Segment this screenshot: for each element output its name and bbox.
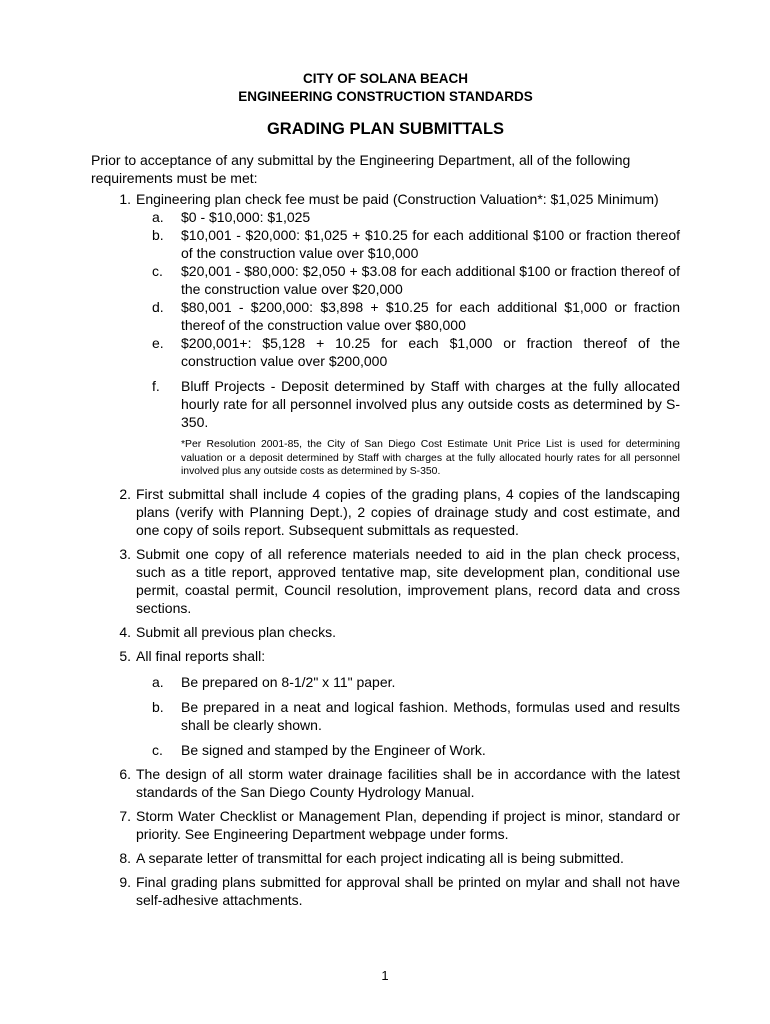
fee-line — [136, 377, 680, 431]
sub-text: Be prepared in a neat and logical fashion. Methods, formulas used and results shall be clearly shown. — [181, 698, 680, 733]
document-header — [91, 70, 680, 106]
item-text: Submit all previous plan checks. — [136, 623, 336, 640]
header-standards: ENGINEERING CONSTRUCTION STANDARDS — [238, 89, 533, 104]
report-line — [136, 673, 680, 691]
item-text: All final reports shall: — [136, 647, 266, 664]
intro-paragraph: Prior to acceptance of any submittal by the Engineering Department, all of the following requirements must be met: — [91, 152, 631, 186]
item-text: Submit one copy of all reference materials needed to aid in the plan check process, such as a title report, approved tentative map, site development plan, conditional use permit, coastal permit, Council resolution, improvement plans, record data and cross sections. — [136, 545, 680, 616]
sub-letter: d. — [152, 299, 164, 315]
item-number: 3. — [119, 545, 131, 562]
requirements-list — [91, 190, 680, 909]
list-item — [91, 807, 680, 843]
header-city: CITY OF SOLANA BEACH — [302, 71, 468, 86]
sub-text: $0 - $10,000: $1,025 — [181, 209, 311, 225]
list-item — [91, 623, 680, 641]
list-item — [91, 765, 680, 801]
fee-line — [136, 208, 680, 226]
list-item — [91, 849, 680, 867]
report-line — [136, 698, 680, 734]
list-item — [91, 647, 680, 759]
item-text: First submittal shall include 4 copies of the grading plans, 4 copies of the landscaping plans (verify with Planning Dept.), 2 copies of drainage study and cost estimate, and one copy of soils report. Subsequent submittals as requested. — [136, 485, 680, 538]
sub-letter: b. — [152, 227, 164, 243]
item-number: 5. — [119, 647, 131, 664]
sub-letter: c. — [152, 263, 163, 279]
item-text: Final grading plans submitted for approval shall be printed on mylar and shall not have self-adhesive attachments. — [136, 873, 680, 908]
item-number: 8. — [119, 849, 131, 866]
sub-letter: b. — [152, 698, 164, 715]
item-number: 9. — [119, 873, 131, 890]
page-number: 1 — [381, 968, 389, 983]
sub-text: $200,001+: $5,128 + 10.25 for each $1,000 or fraction thereof of the construction value over $200,000 — [181, 335, 680, 369]
sub-letter: e. — [152, 335, 164, 351]
sub-text: Be signed and stamped by the Engineer of Work. — [181, 741, 486, 758]
sub-letter: f. — [152, 378, 160, 394]
page-title: GRADING PLAN SUBMITTALS — [266, 120, 505, 138]
sub-letter: a. — [152, 209, 164, 225]
reports-sublist — [136, 673, 680, 759]
item-number: 6. — [119, 765, 131, 782]
sub-text: $10,001 - $20,000: $1,025 + $10.25 for each additional $100 or fraction thereof of the construction value over $10,000 — [181, 227, 680, 261]
fee-schedule — [136, 208, 680, 431]
item-number: 1. — [119, 191, 131, 207]
sub-text: Bluff Projects - Deposit determined by Staff with charges at the fully allocated hourly rate for all personnel involved plus any outside costs as determined by S-350. — [181, 378, 680, 430]
list-item — [91, 873, 680, 909]
fee-line — [136, 226, 680, 262]
fee-line — [136, 298, 680, 334]
fee-footnote: *Per Resolution 2001-85, the City of San Diego Cost Estimate Unit Price List is used for determining valuation or a deposit determined by Staff with charges at the fully allocated hourly rates for all personnel involved plus any outside costs as determined by S-350. — [181, 439, 680, 478]
item-number: 2. — [119, 485, 131, 502]
item-text: Engineering plan check fee must be paid (Construction Valuation*: $1,025 Minimum) — [136, 191, 659, 207]
report-line — [136, 741, 680, 759]
list-item — [91, 545, 680, 617]
sub-text: $20,001 - $80,000: $2,050 + $3.08 for each additional $100 or fraction thereof of the construction value over $20,000 — [181, 263, 680, 297]
item-number: 7. — [119, 807, 131, 824]
list-item — [91, 485, 680, 539]
item-text: A separate letter of transmittal for each project indicating all is being submitted. — [136, 849, 624, 866]
sub-text: $80,001 - $200,000: $3,898 + $10.25 for each additional $1,000 or fraction thereof of the construction value over $80,000 — [181, 299, 680, 333]
sub-text: Be prepared on 8-1/2" x 11" paper. — [181, 673, 396, 690]
fee-line — [136, 262, 680, 298]
sub-letter: c. — [152, 741, 163, 758]
sub-letter: a. — [152, 673, 164, 690]
item-text: Storm Water Checklist or Management Plan, depending if project is minor, standard or priority. See Engineering Department webpage under forms. — [136, 807, 680, 842]
fee-line — [136, 334, 680, 370]
list-item — [91, 190, 680, 479]
item-text: The design of all storm water drainage facilities shall be in accordance with the latest standards of the San Diego County Hydrology Manual. — [136, 765, 680, 800]
item-number: 4. — [119, 623, 131, 640]
